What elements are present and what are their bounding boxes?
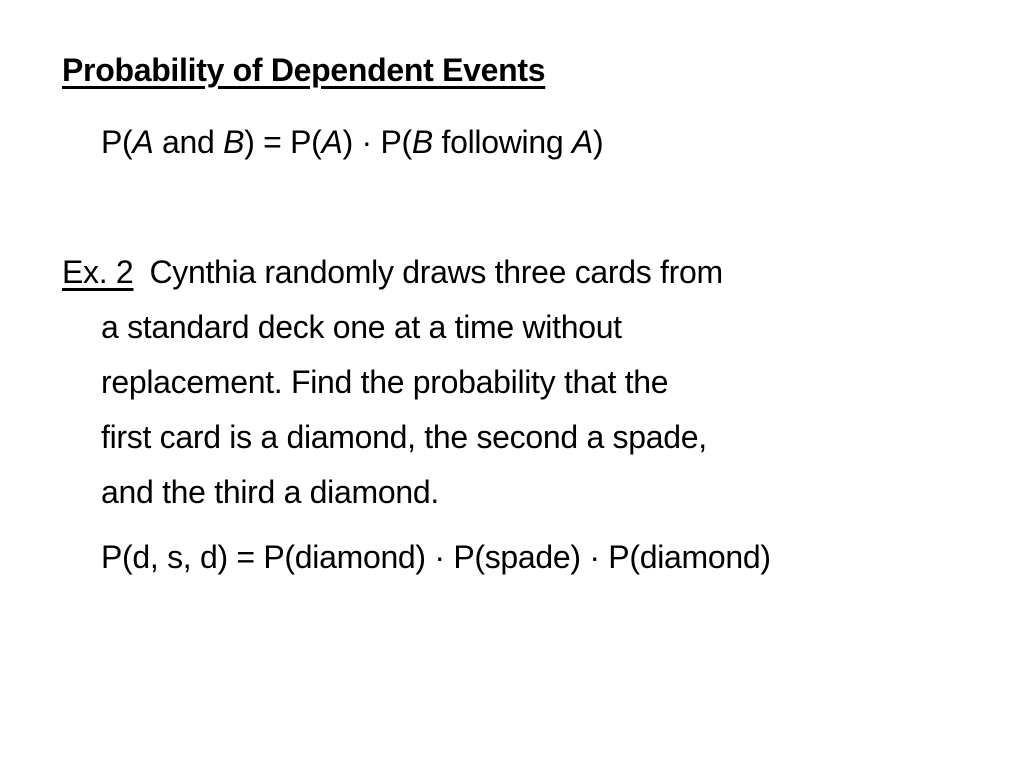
formula-var-a: A xyxy=(132,124,154,160)
formula-var-a: A xyxy=(571,124,593,160)
formula-var-b: B xyxy=(411,124,433,160)
example-text-line: first card is a diamond, the second a spade, xyxy=(101,419,707,455)
formula-part: following xyxy=(432,124,572,160)
slide-title: Probability of Dependent Events xyxy=(62,52,546,88)
formula-part: ) xyxy=(592,124,604,160)
example-text-line: a standard deck one at a time without xyxy=(101,309,622,345)
example-equation: P(d, s, d) = P(diamond) · P(spade) · P(diamond) xyxy=(101,539,771,575)
formula-var-a: A xyxy=(321,124,343,160)
formula-part: P( xyxy=(101,124,133,160)
formula-part: ) = P( xyxy=(244,124,322,160)
formula-var-b: B xyxy=(223,124,245,160)
formula-part: ) · P( xyxy=(342,124,412,160)
example-first-line xyxy=(62,252,723,292)
example-label: Ex. 2 xyxy=(62,254,134,290)
example-text-line: Cynthia randomly draws three cards from xyxy=(149,254,723,290)
example-text-line: replacement. Find the probability that the xyxy=(101,364,669,400)
dependent-events-formula xyxy=(101,122,603,162)
formula-part: and xyxy=(153,124,224,160)
example-text-line: and the third a diamond. xyxy=(101,474,439,510)
